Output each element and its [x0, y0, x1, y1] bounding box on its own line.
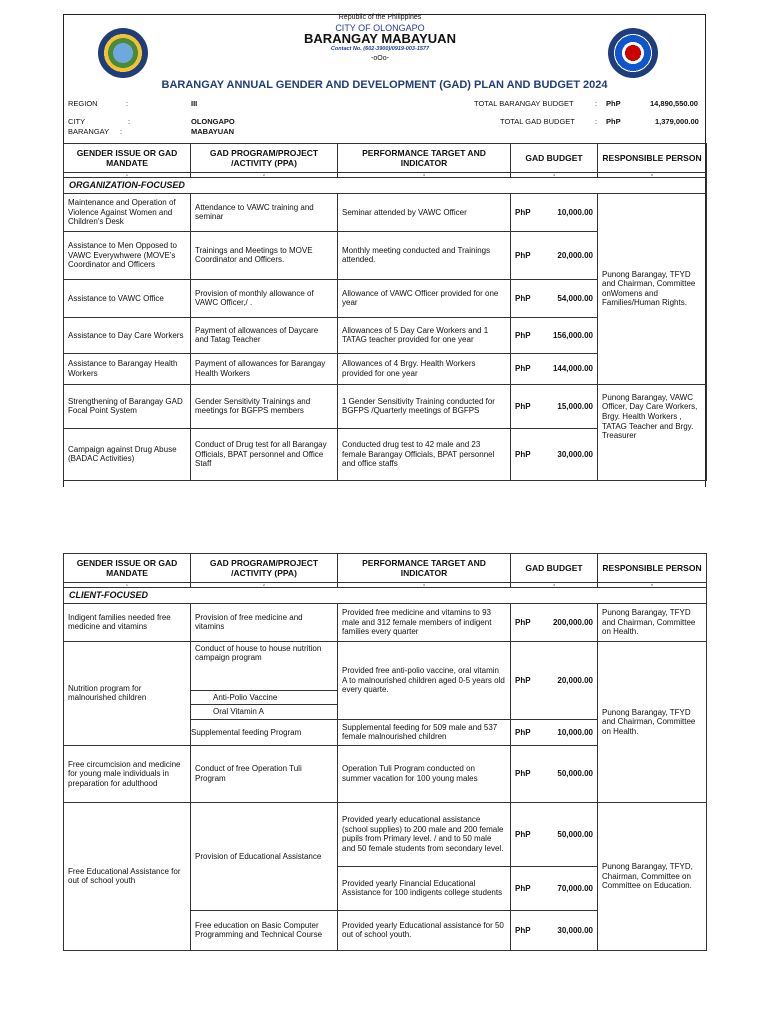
table-row — [64, 384, 707, 428]
col-header-target: PERFORMANCE TARGET AND INDICATOR — [338, 554, 511, 583]
col-number: 2 — [191, 583, 338, 588]
target-cell: Seminar attended by VAWC Officer — [338, 193, 511, 231]
ppa-cell: Payment of allowances for Barangay Health Workers — [191, 353, 338, 384]
currency: PhP — [606, 117, 621, 126]
target-cell: Conducted drug test to 42 male and 23 female Barangay Officials, BPAT personnel and office staffs — [338, 428, 511, 480]
amount: 50,000.00 — [557, 829, 593, 839]
region-label: REGION — [68, 99, 98, 108]
divider-text: -oOo- — [371, 55, 389, 62]
amount: 10,000.00 — [557, 727, 593, 737]
client-focused-table — [63, 553, 707, 951]
mandate-cell: Strengthening of Barangay GAD Focal Point System — [64, 384, 191, 428]
barangay-value: MABAYUAN — [191, 127, 235, 136]
currency: PhP — [515, 401, 531, 411]
amount: 70,000.00 — [557, 883, 593, 893]
budget-cell — [511, 193, 598, 231]
org-focused-table — [63, 143, 707, 481]
ppa-cell: Trainings and Meetings to MOVE Coordinator and Officers. — [191, 231, 338, 279]
col-header-ppa: GAD PROGRAM/PROJECT /ACTIVITY (PPA) — [191, 554, 338, 583]
barangay-colon: : — [120, 127, 123, 136]
ppa-cell: Provision of monthly allowance of VAWC Officer,/ . — [191, 279, 338, 317]
total-gad-budget-value: 1,379,000.00 — [655, 117, 699, 126]
currency: PhP — [515, 727, 531, 737]
currency: PhP — [515, 207, 531, 217]
currency: PhP — [515, 449, 531, 459]
ppa-cell: Conduct of free Operation Tuli Program — [191, 745, 338, 802]
ppa-cell: Attendance to VAWC training and seminar — [191, 193, 338, 231]
currency: PhP — [515, 883, 531, 893]
responsible-cell: Punong Barangay, VAWC Officer, Day Care Workers, Brgy. Health Workers , TATAG Teacher and Brgy. Treasurer — [598, 384, 707, 480]
col-header-responsible: RESPONSIBLE PERSON — [598, 554, 707, 583]
col-header-budget: GAD BUDGET — [511, 144, 598, 173]
section-row — [64, 588, 707, 604]
mandate-cell: Assistance to VAWC Office — [64, 279, 191, 317]
total-barangay-budget-label: TOTAL BARANGAY BUDGET — [474, 99, 574, 108]
budget-cell — [511, 910, 598, 950]
target-cell: Allowances of 4 Brgy. Health Workers provided for one year — [338, 353, 511, 384]
responsible-cell: Punong Barangay, TFYD and Chairman, Committee onWomens and Families/Human Rights. — [598, 193, 707, 384]
responsible-cell: Punong Barangay, TFYD, Chairman, Committee on Committee on Education. — [598, 802, 707, 950]
ppa-cell — [191, 641, 338, 719]
republic-line: Republic of the Philippines — [338, 14, 422, 21]
col-header-ppa: GAD PROGRAM/PROJECT /ACTIVITY (PPA) — [191, 144, 338, 173]
city-value: OLONGAPO — [191, 117, 235, 126]
col-number: 3 — [338, 583, 511, 588]
currency: PhP — [515, 617, 531, 627]
col-number: 2 — [191, 173, 338, 178]
ppa-cell: Payment of allowances of Daycare and Tatag Teacher — [191, 317, 338, 353]
amount: 20,000.00 — [557, 250, 593, 260]
ppa-cell: Provision of Educational Assistance — [191, 802, 338, 910]
section-title-org: ORGANIZATION-FOCUSED — [64, 178, 707, 194]
col-number: 1 — [64, 173, 191, 178]
colon: : — [595, 99, 598, 108]
budget-cell — [511, 353, 598, 384]
currency: PhP — [515, 675, 531, 685]
currency: PhP — [515, 293, 531, 303]
table-row — [64, 802, 707, 866]
currency: PhP — [515, 364, 531, 373]
target-cell: Provided yearly Financial Educational Assistance for 100 indigents college students — [338, 866, 511, 910]
budget-cell — [511, 317, 598, 353]
amount: 30,000.00 — [557, 925, 593, 935]
mandate-cell: Indigent families needed free medicine and vitamins — [64, 603, 191, 641]
amount: 10,000.00 — [557, 207, 593, 217]
barangay-name: BARANGAY MABAYUAN — [304, 31, 456, 46]
ppa-oral-vitamin: Oral Vitamin A — [191, 704, 337, 719]
currency: PhP — [606, 99, 621, 108]
col-header-responsible: RESPONSIBLE PERSON — [598, 144, 707, 173]
budget-cell — [511, 603, 598, 641]
amount: 200,000.00 — [552, 617, 593, 627]
ppa-cell: Supplemental feeding Program — [191, 719, 338, 745]
col-number: 5 — [598, 583, 707, 588]
amount: 54,000.00 — [557, 293, 593, 303]
budget-cell — [511, 745, 598, 802]
target-cell: Allowance of VAWC Officer provided for one year — [338, 279, 511, 317]
region-value: III — [191, 99, 198, 108]
currency: PhP — [515, 250, 531, 260]
col-header-target: PERFORMANCE TARGET AND INDICATOR — [338, 144, 511, 173]
mandate-cell: Nutrition program for malnourished children — [64, 641, 191, 745]
amount: 156,000.00 — [552, 330, 593, 340]
col-number: 4 — [511, 173, 598, 178]
budget-cell — [511, 428, 598, 480]
ppa-anti-polio: Anti-Polio Vaccine — [191, 690, 337, 705]
col-header-budget: GAD BUDGET — [511, 554, 598, 583]
currency: PhP — [515, 330, 531, 340]
city-colon: : — [128, 117, 131, 126]
table-row — [64, 193, 707, 231]
amount: 30,000.00 — [557, 449, 593, 459]
table-header-row — [64, 554, 707, 583]
ppa-nutrition-campaign: Conduct of house to house nutrition campaign program — [195, 643, 322, 663]
section-title-client: CLIENT-FOCUSED — [64, 588, 707, 604]
budget-cell — [511, 279, 598, 317]
budget-cell — [511, 384, 598, 428]
amount: 50,000.00 — [557, 769, 593, 779]
section-row — [64, 178, 707, 194]
target-cell: Provided yearly Educational assistance for 50 out of school youth. — [338, 910, 511, 950]
col-number: 1 — [64, 583, 191, 588]
col-number: 3 — [338, 173, 511, 178]
budget-cell — [511, 231, 598, 279]
target-cell: Provided free anti-polio vaccine, oral vitamin A to malnourished children aged 0-5 years old every quarte. — [338, 641, 511, 719]
budget-cell — [511, 641, 598, 719]
region-colon: : — [126, 99, 129, 108]
page-title: BARANGAY ANNUAL GENDER AND DEVELOPMENT (GAD) PLAN AND BUDGET 2024 — [161, 79, 608, 91]
city-line: CITY OF OLONGAPO — [335, 23, 425, 33]
table-row — [64, 603, 707, 641]
mandate-cell: Free circumcision and medicine for young male individuals in preparation for adulthood — [64, 745, 191, 802]
mandate-cell: Assistance to Barangay Health Workers — [64, 353, 191, 384]
col-header-mandate: GENDER ISSUE OR GAD MANDATE — [64, 554, 191, 583]
ppa-cell: Gender Sensitivity Trainings and meetings for BGFPS members — [191, 384, 338, 428]
amount: 15,000.00 — [557, 401, 593, 411]
target-cell: Provided yearly educational assistance (school supplies) to 200 male and 200 female pupils from Primary level. / and to 50 male and 50 female students from secondary level. — [338, 802, 511, 866]
table-row — [64, 641, 707, 719]
target-cell: Monthly meeting conducted and Trainings attended. — [338, 231, 511, 279]
budget-cell — [511, 802, 598, 866]
contact-line: Contact No. (602-3900)/0919-003-1577 — [330, 46, 430, 52]
responsible-cell: Punong Barangay, TFYD and Chairman, Committee on Health. — [598, 641, 707, 802]
responsible-cell: Punong Barangay, TFYD and Chairman, Committee on Health. — [598, 603, 707, 641]
target-cell: Provided free medicine and vitamins to 93 male and 312 female members of indigent families every quarter — [338, 603, 511, 641]
mandate-cell: Assistance to Day Care Workers — [64, 317, 191, 353]
city-seal-logo — [608, 28, 658, 78]
mandate-cell: Free Educational Assistance for out of school youth — [64, 802, 191, 950]
col-header-mandate: GENDER ISSUE OR GAD MANDATE — [64, 144, 191, 173]
col-number: 5 — [598, 173, 707, 178]
total-gad-budget-label: TOTAL GAD BUDGET — [500, 117, 575, 126]
barangay-label: BARANGAY — [68, 127, 110, 136]
ppa-cell: Free education on Basic Computer Programming and Technical Course — [191, 910, 338, 950]
target-cell: Supplemental feeding for 509 male and 537 female malnourished children — [338, 719, 511, 745]
ppa-cell: Provision of free medicine and vitamins — [191, 603, 338, 641]
currency: PhP — [515, 925, 531, 935]
mandate-cell: Assistance to Men Opposed to VAWC Everywhwere (MOVE's Coordinator and Officers — [64, 231, 191, 279]
currency: PhP — [515, 769, 531, 779]
target-cell: Allowances of 5 Day Care Workers and 1 TATAG teacher provided for one year — [338, 317, 511, 353]
amount: 144,000.00 — [552, 364, 593, 373]
col-number: 4 — [511, 583, 598, 588]
ppa-cell: Conduct of Drug test for all Barangay Officials, BPAT personnel and Office Staff — [191, 428, 338, 480]
city-label: CITY — [68, 117, 86, 126]
total-barangay-budget-value: 14,890,550.00 — [650, 99, 698, 108]
target-cell: Operation Tuli Program conducted on summer vacation for 100 young males — [338, 745, 511, 802]
budget-cell — [511, 866, 598, 910]
target-cell: 1 Gender Sensitivity Training conducted for BGFPS /Quarterly meetings of BGFPS — [338, 384, 511, 428]
mandate-cell: Maintenance and Operation of Violence Against Women and Children's Desk — [64, 193, 191, 231]
amount: 20,000.00 — [557, 675, 593, 685]
colon: : — [595, 117, 598, 126]
mandate-cell: Campaign against Drug Abuse (BADAC Activities) — [64, 428, 191, 480]
table-header-row — [64, 144, 707, 173]
currency: PhP — [515, 829, 531, 839]
barangay-seal-logo — [98, 28, 148, 78]
budget-cell — [511, 719, 598, 745]
